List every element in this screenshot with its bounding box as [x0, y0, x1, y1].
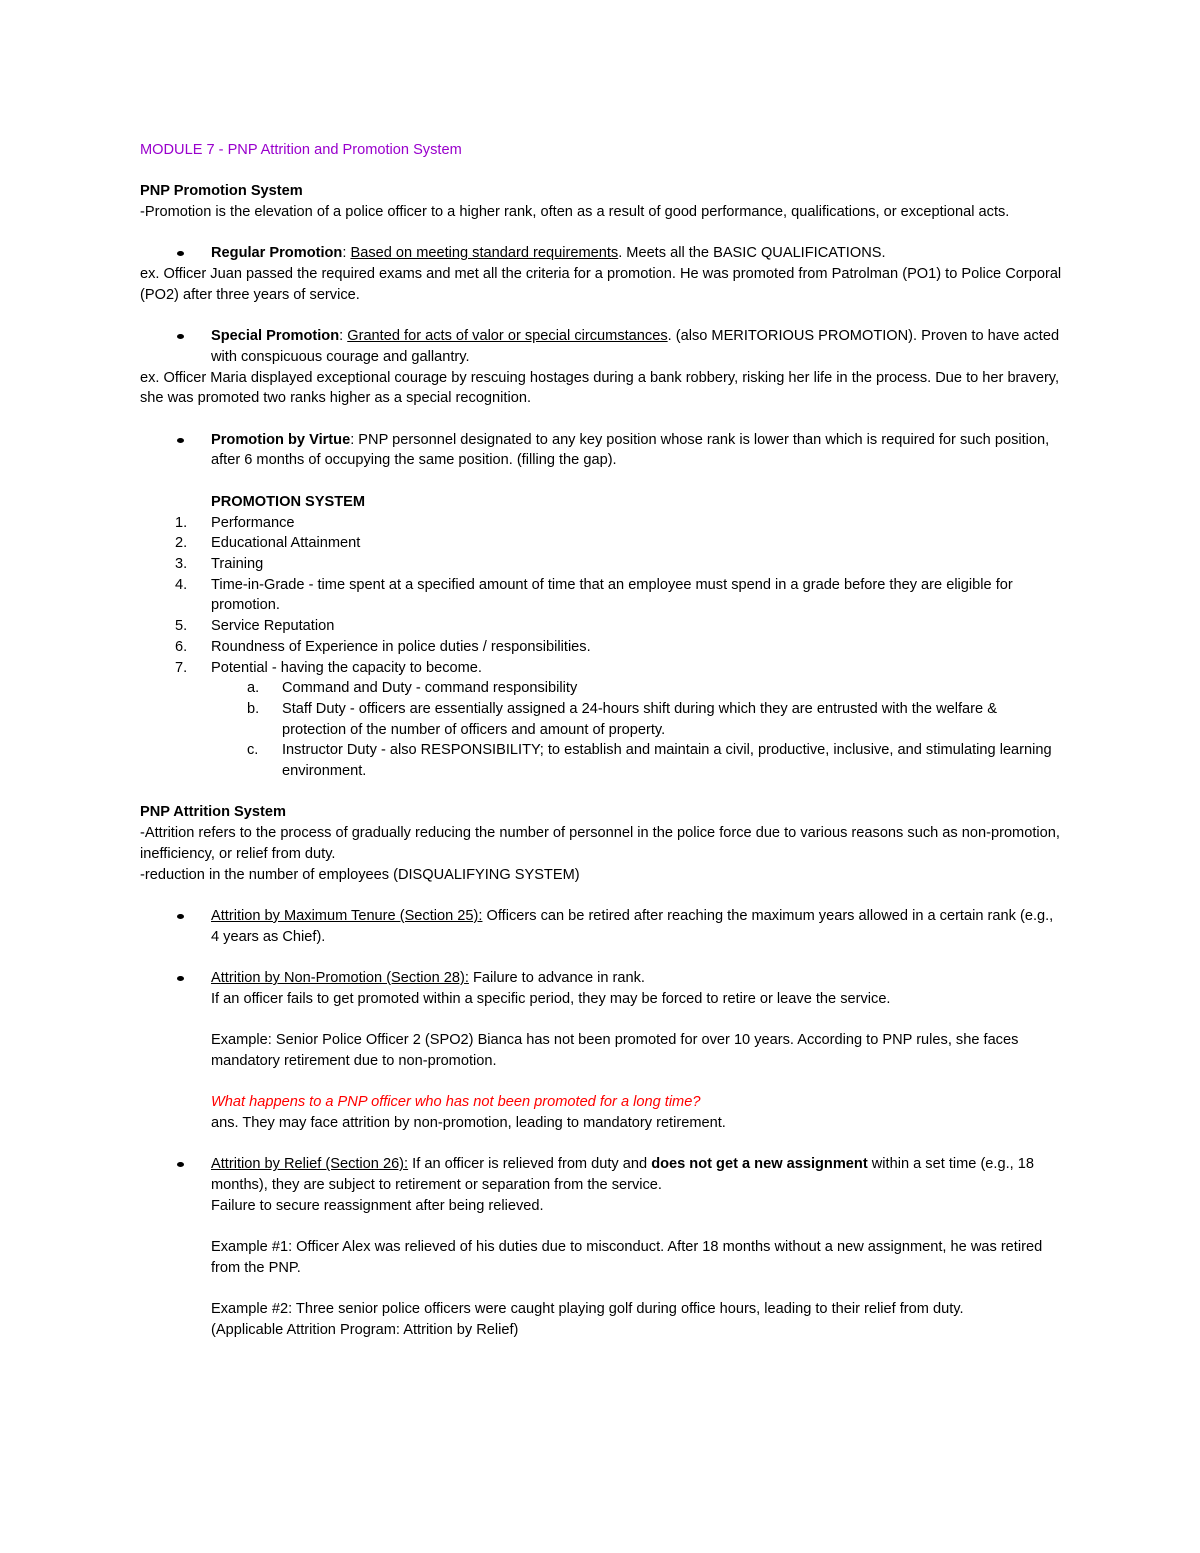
attrition-heading: PNP Attrition System	[140, 804, 286, 821]
attrition-intro: -Attrition refers to the process of gradually reducing the number of personnel in the police force due to various reasons such as non-promotion, inefficiency, or relief from duty.	[140, 825, 1060, 862]
relief-program: (Applicable Attrition Program: Attrition by Relief)	[211, 1321, 519, 1338]
attrition-tenure-item: Attrition by Maximum Tenure (Section 25): Officers can be retired after reaching the maximum years allowed in a certain rank (e.g., 4 years as Chief).	[140, 906, 1062, 947]
promotion-heading: PNP Promotion System	[140, 183, 303, 200]
promotion-intro: -Promotion is the elevation of a police officer to a higher rank, often as a result of good performance, qualifications, or exceptional acts.	[140, 204, 1010, 221]
attrition-relief-item: Attrition by Relief (Section 26): If an officer is relieved from duty and does not get a new assignment within a set time (e.g., 18 months), they are subject to retirement or separation from the service.	[140, 1154, 1062, 1195]
sub-list-item: c. Instructor Duty - also RESPONSIBILITY; to establish and maintain a civil, productive, inclusive, and stimulating learning environment.	[247, 742, 1052, 780]
regular-promotion-example: ex. Officer Juan passed the required exams and met all the criteria for a promotion. He was promoted from Patrolman (PO1) to Police Corporal (PO2) after three years of service.	[140, 266, 1062, 303]
list-item: 3. Training	[175, 555, 264, 572]
nonpromotion-description: If an officer fails to get promoted within a specific period, they may be forced to retire or leave the service.	[211, 990, 891, 1007]
attrition-nonpromotion-item: Attrition by Non-Promotion (Section 28): Failure to advance in rank.	[140, 968, 1062, 989]
nonpromotion-example: Example: Senior Police Officer 2 (SPO2) Bianca has not been promoted for over 10 years. According to PNP rules, she faces mandatory retirement due to non-promotion.	[211, 1032, 1019, 1069]
list-item: 4. Time-in-Grade - time spent at a specified amount of time that an employee must spend in a grade before they are eligible for promotion.	[175, 576, 1013, 614]
sub-list-item: a. Command and Duty - command responsibility	[247, 680, 578, 697]
list-item: 7. Potential - having the capacity to become.	[175, 659, 482, 676]
regular-promotion-item: Regular Promotion: Based on meeting standard requirements. Meets all the BASIC QUALIFICATIONS.	[140, 243, 1062, 264]
sub-list-item: b. Staff Duty - officers are essentially assigned a 24-hours shift during which they are entrusted with the welfare & protection of the number of officers and amount of property.	[247, 700, 997, 738]
list-item: 2. Educational Attainment	[175, 535, 361, 552]
nonpromotion-question: What happens to a PNP officer who has not been promoted for a long time?	[211, 1094, 701, 1111]
relief-description: Failure to secure reassignment after being relieved.	[211, 1197, 544, 1214]
nonpromotion-answer: ans. They may face attrition by non-promotion, leading to mandatory retirement.	[211, 1114, 726, 1131]
promotion-system-list	[140, 513, 1062, 782]
promotion-system-heading: PROMOTION SYSTEM	[211, 493, 366, 510]
relief-example-1: Example #1: Officer Alex was relieved of his duties due to misconduct. After 18 months without a new assignment, he was retired from the PNP.	[211, 1239, 1043, 1276]
special-promotion-item: Special Promotion: Granted for acts of valor or special circumstances. (also MERITORIOUS PROMOTION). Proven to have acted with conspicuous courage and gallantry.	[140, 326, 1062, 367]
special-promotion-example: ex. Officer Maria displayed exceptional courage by rescuing hostages during a bank robbery, risking her life in the process. Due to her bravery, she was promoted two ranks higher as a special recognition.	[140, 369, 1060, 407]
module-title: MODULE 7 - PNP Attrition and Promotion System	[140, 142, 462, 158]
document-page	[140, 140, 1062, 1341]
promotion-by-virtue-item: Promotion by Virtue: PNP personnel designated to any key position whose rank is lower than which is required for such position, after 6 months of occupying the same position. (filling the gap).	[140, 430, 1062, 471]
list-item: 5. Service Reputation	[175, 618, 335, 635]
attrition-intro-2: -reduction in the number of employees (DISQUALIFYING SYSTEM)	[140, 866, 580, 883]
relief-example-2: Example #2: Three senior police officers were caught playing golf during office hours, leading to their relief from duty.	[211, 1301, 964, 1318]
list-item: 6. Roundness of Experience in police duties / responsibilities.	[175, 638, 591, 655]
list-item: 1. Performance	[175, 514, 295, 531]
